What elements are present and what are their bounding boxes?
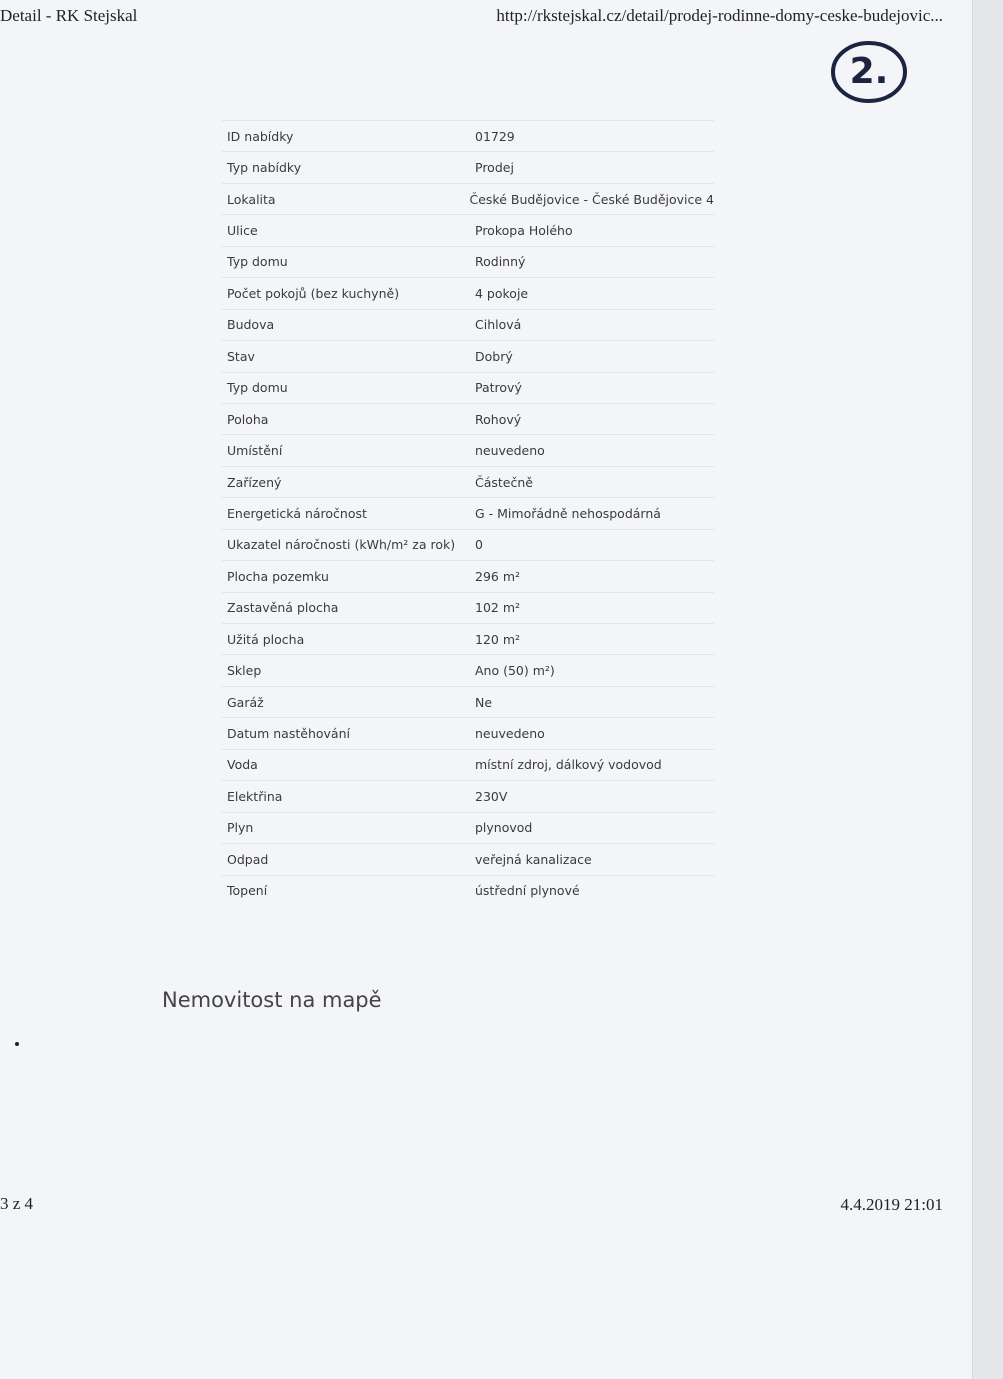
param-value: Prokopa Holého	[475, 223, 573, 239]
param-label: Plyn	[227, 820, 254, 836]
param-row	[222, 340, 714, 371]
param-label: Ulice	[227, 223, 258, 239]
param-label: ID nabídky	[227, 128, 294, 144]
map-section-title: Nemovitost na mapě	[162, 988, 382, 1012]
print-header-title: Detail - RK Stejskal	[0, 6, 138, 25]
param-label: Plocha pozemku	[227, 568, 329, 584]
param-value: Dobrý	[475, 348, 513, 364]
param-label: Elektřina	[227, 788, 283, 804]
param-value: Ne	[475, 694, 493, 710]
param-row	[222, 183, 714, 214]
param-value: G - Mimořádně nehospodárná	[475, 505, 661, 521]
param-row	[222, 749, 714, 780]
param-row	[222, 654, 714, 685]
param-value: Ano (50) m²)	[475, 663, 555, 679]
param-row	[222, 120, 714, 151]
param-value: České Budějovice - České Budějovice 4	[469, 191, 714, 207]
param-row	[222, 434, 714, 465]
param-label: Zastavěná plocha	[227, 600, 339, 616]
param-value: 01729	[475, 128, 515, 144]
param-row	[222, 246, 714, 277]
param-row	[222, 151, 714, 182]
param-value: Prodej	[475, 160, 514, 176]
scan-dot	[15, 1042, 19, 1046]
param-value: Cihlová	[475, 317, 522, 333]
param-row	[222, 560, 714, 591]
param-row	[222, 403, 714, 434]
param-label: Topení	[227, 883, 268, 899]
param-row	[222, 812, 714, 843]
param-row	[222, 277, 714, 308]
param-value: Rodinný	[475, 254, 526, 270]
param-label: Umístění	[227, 443, 283, 459]
param-row	[222, 686, 714, 717]
param-value: Částečně	[475, 474, 533, 490]
param-label: Budova	[227, 317, 275, 333]
param-value: Rohový	[475, 411, 522, 427]
param-label: Typ domu	[227, 254, 288, 270]
param-label: Lokalita	[227, 191, 276, 207]
param-row	[222, 843, 714, 874]
param-value: 296 m²	[475, 568, 521, 584]
param-label: Voda	[227, 757, 258, 773]
param-value: místní zdroj, dálkový vodovod	[475, 757, 662, 773]
param-value: Patrový	[475, 380, 522, 396]
param-row	[222, 497, 714, 528]
handwritten-number: 2.	[849, 51, 889, 92]
param-row	[222, 372, 714, 403]
param-label: Zařízený	[227, 474, 282, 490]
param-label: Typ nabídky	[227, 160, 302, 176]
param-label: Garáž	[227, 694, 264, 710]
param-label: Energetická náročnost	[227, 505, 367, 521]
param-row	[222, 592, 714, 623]
param-value: plynovod	[475, 820, 533, 836]
param-row	[222, 529, 714, 560]
print-footer-datetime: 4.4.2019 21:01	[840, 1195, 943, 1214]
param-row	[222, 466, 714, 497]
param-row	[222, 214, 714, 245]
param-label: Datum nastěhování	[227, 726, 350, 742]
param-value: 4 pokoje	[475, 285, 529, 301]
param-label: Počet pokojů (bez kuchyně)	[227, 285, 400, 301]
param-value: 0	[475, 537, 483, 553]
param-row	[222, 717, 714, 748]
param-row	[222, 875, 714, 906]
param-value: 230V	[475, 788, 508, 804]
print-header-url: http://rkstejskal.cz/detail/prodej-rodinne-domy-ceske-budejovic...	[496, 6, 943, 25]
handwritten-page-mark	[830, 40, 908, 104]
param-value: veřejná kanalizace	[475, 851, 592, 867]
param-value: 102 m²	[475, 600, 521, 616]
param-value: 120 m²	[475, 631, 521, 647]
param-row	[222, 309, 714, 340]
property-parameters-table	[222, 120, 714, 906]
param-label: Typ domu	[227, 380, 288, 396]
param-value: neuvedeno	[475, 443, 545, 459]
param-value: ústřední plynové	[475, 883, 580, 899]
scan-edge	[972, 0, 1003, 1379]
param-row	[222, 780, 714, 811]
param-label: Sklep	[227, 663, 262, 679]
param-value: neuvedeno	[475, 726, 545, 742]
print-footer-page: 3 z 4	[0, 1194, 34, 1213]
param-row	[222, 623, 714, 654]
param-label: Ukazatel náročnosti (kWh/m² za rok)	[227, 537, 456, 553]
param-label: Poloha	[227, 411, 269, 427]
param-label: Odpad	[227, 851, 269, 867]
param-label: Užitá plocha	[227, 631, 305, 647]
param-label: Stav	[227, 348, 255, 364]
